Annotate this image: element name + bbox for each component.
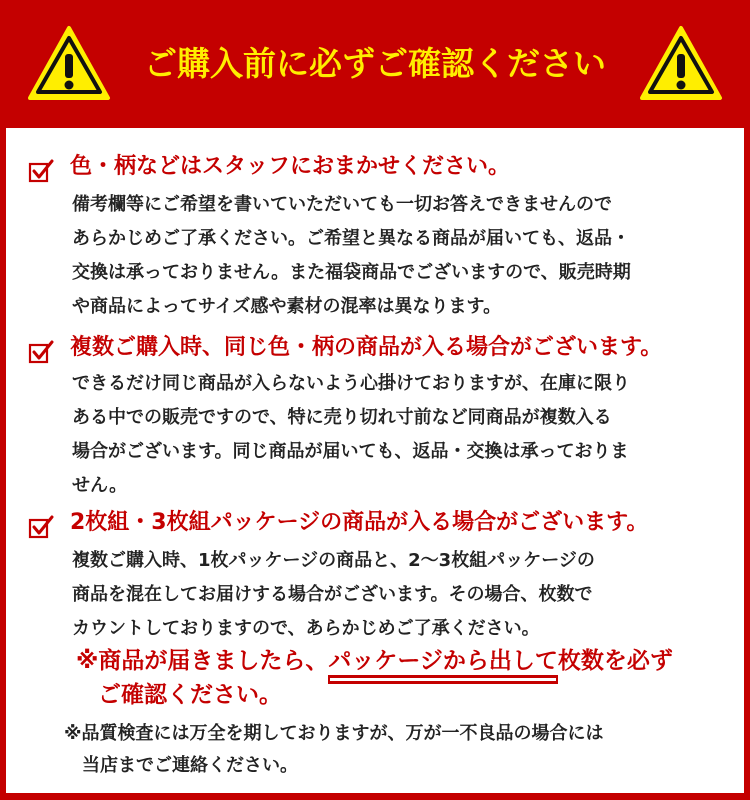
checkbox-check-icon xyxy=(28,158,54,184)
important-notice-line2: ご確認ください。 xyxy=(98,682,282,708)
body-line: 場合がございます。同じ商品が届いても、返品・交換は承っておりま xyxy=(72,441,629,462)
section-title: 複数ご購入時、同じ色・柄の商品が入る場合がございます。 xyxy=(70,335,663,360)
footnote-line: 当店までご連絡ください。 xyxy=(82,755,298,776)
important-notice xyxy=(76,644,673,678)
content-panel xyxy=(6,128,744,793)
notice-suffix: 枚数を必ず xyxy=(557,648,673,674)
footnote-line: ※品質検査には万全を期しておりますが、万が一不良品の場合には xyxy=(64,723,604,744)
notice-prefix: ※商品が届きましたら、 xyxy=(76,648,329,674)
body-line: カウントしておりますので、あらかじめご了承ください。 xyxy=(72,618,540,639)
body-line: できるだけ同じ商品が入らないよう心掛けておりますが、在庫に限り xyxy=(72,373,630,394)
header-banner xyxy=(0,0,750,128)
warning-icon xyxy=(638,24,724,102)
body-line: 交換は承っておりません。また福袋商品でございますので、販売時期 xyxy=(72,262,631,283)
body-line: せん。 xyxy=(72,475,128,496)
checkbox-check-icon xyxy=(28,514,54,540)
section-body xyxy=(72,544,595,646)
notice-underlined-text: パッケージから出して xyxy=(328,648,558,678)
checkbox-check-icon xyxy=(28,339,54,365)
body-line: 商品を混在してお届けする場合がございます。その場合、枚数で xyxy=(72,584,593,605)
body-line: 複数ご購入時、1枚パッケージの商品と、2〜3枚組パッケージの xyxy=(72,550,595,571)
section-body xyxy=(72,367,630,503)
page-title: ご購入前に必ずご確認ください xyxy=(144,44,606,83)
footnote xyxy=(64,718,604,782)
body-line: ある中での販売ですので、特に売り切れ寸前など同商品が複数入る xyxy=(72,407,612,428)
section-title: 2枚組・3枚組パッケージの商品が入る場合がございます。 xyxy=(70,510,649,535)
body-line: や商品によってサイズ感や素材の混率は異なります。 xyxy=(72,296,502,317)
body-line: あらかじめご了承ください。ご希望と異なる商品が届いても、返品・ xyxy=(72,228,630,249)
section-body xyxy=(72,188,631,324)
section-title: 色・柄などはスタッフにおまかせください。 xyxy=(70,154,511,179)
warning-icon xyxy=(26,24,112,102)
body-line: 備考欄等にご希望を書いていただいても一切お答えできませんので xyxy=(72,194,612,215)
